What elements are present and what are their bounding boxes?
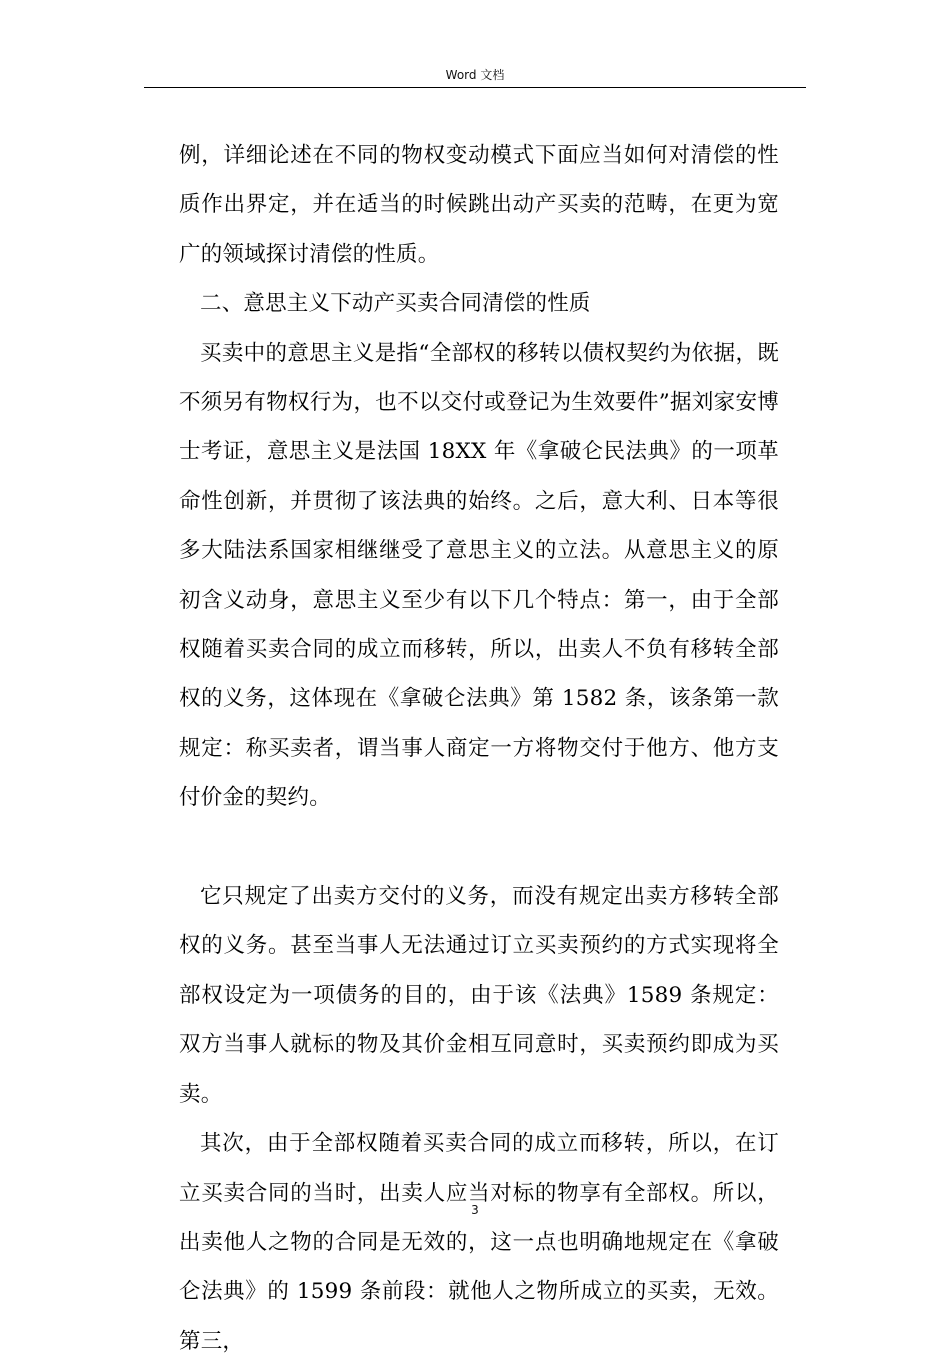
paragraph-gap bbox=[179, 823, 779, 872]
paragraph: 它只规定了出卖方交付的义务，而没有规定出卖方移转全部权的义务。甚至当事人无法通过订立买卖预约的方式实现将全部权设定为一项债务的目的，由于该《法典》1589 条规定：双方当事人就标的物及其价金相互同意时，买卖预约即成为买卖。 bbox=[179, 884, 779, 1107]
paragraph-continuation: 例，详细论述在不同的物权变动模式下面应当如何对清偿的性质作出界定，并在适当的时候跳出动产买卖的范畴，在更为宽广的领域探讨清偿的性质。 bbox=[179, 143, 779, 267]
document-body bbox=[179, 131, 779, 1366]
paragraph: 买卖中的意思主义是指“全部权的移转以债权契约为依据，既不须另有物权行为，也不以交付或登记为生效要件”据刘家安博士考证，意思主义是法国 18XX 年《拿破仑民法典》的一项革命性创新，并贯彻了该法典的始终。之后，意大利、日本等很多大陆法系国家相继继受了意思主义的立法。从意思主义的原初含义动身，意思主义至少有以下几个特点：第一，由于全部权随着买卖合同的成立而移转，所以，出卖人不负有移转全部权的义务，这体现在《拿破仑法典》第 1582 条，该条第一款规定：称买卖者，谓当事人商定一方将物交付于他方、他方支付价金的契约。 bbox=[179, 340, 779, 811]
page-header: Word 文档 bbox=[445, 68, 505, 82]
section-heading: 二、意思主义下动产买卖合同清偿的性质 bbox=[200, 291, 591, 317]
header-divider bbox=[144, 87, 806, 88]
page-number: 3 bbox=[471, 1203, 479, 1217]
paragraph: 其次，由于全部权随着买卖合同的成立而移转，所以，在订立买卖合同的当时，出卖人应当对标的物享有全部权。所以，出卖他人之物的合同是无效的，这一点也明确地规定在《拿破仑法典》的 1599 条前段：就他人之物所成立的买卖，无效。第三， bbox=[179, 1131, 779, 1354]
